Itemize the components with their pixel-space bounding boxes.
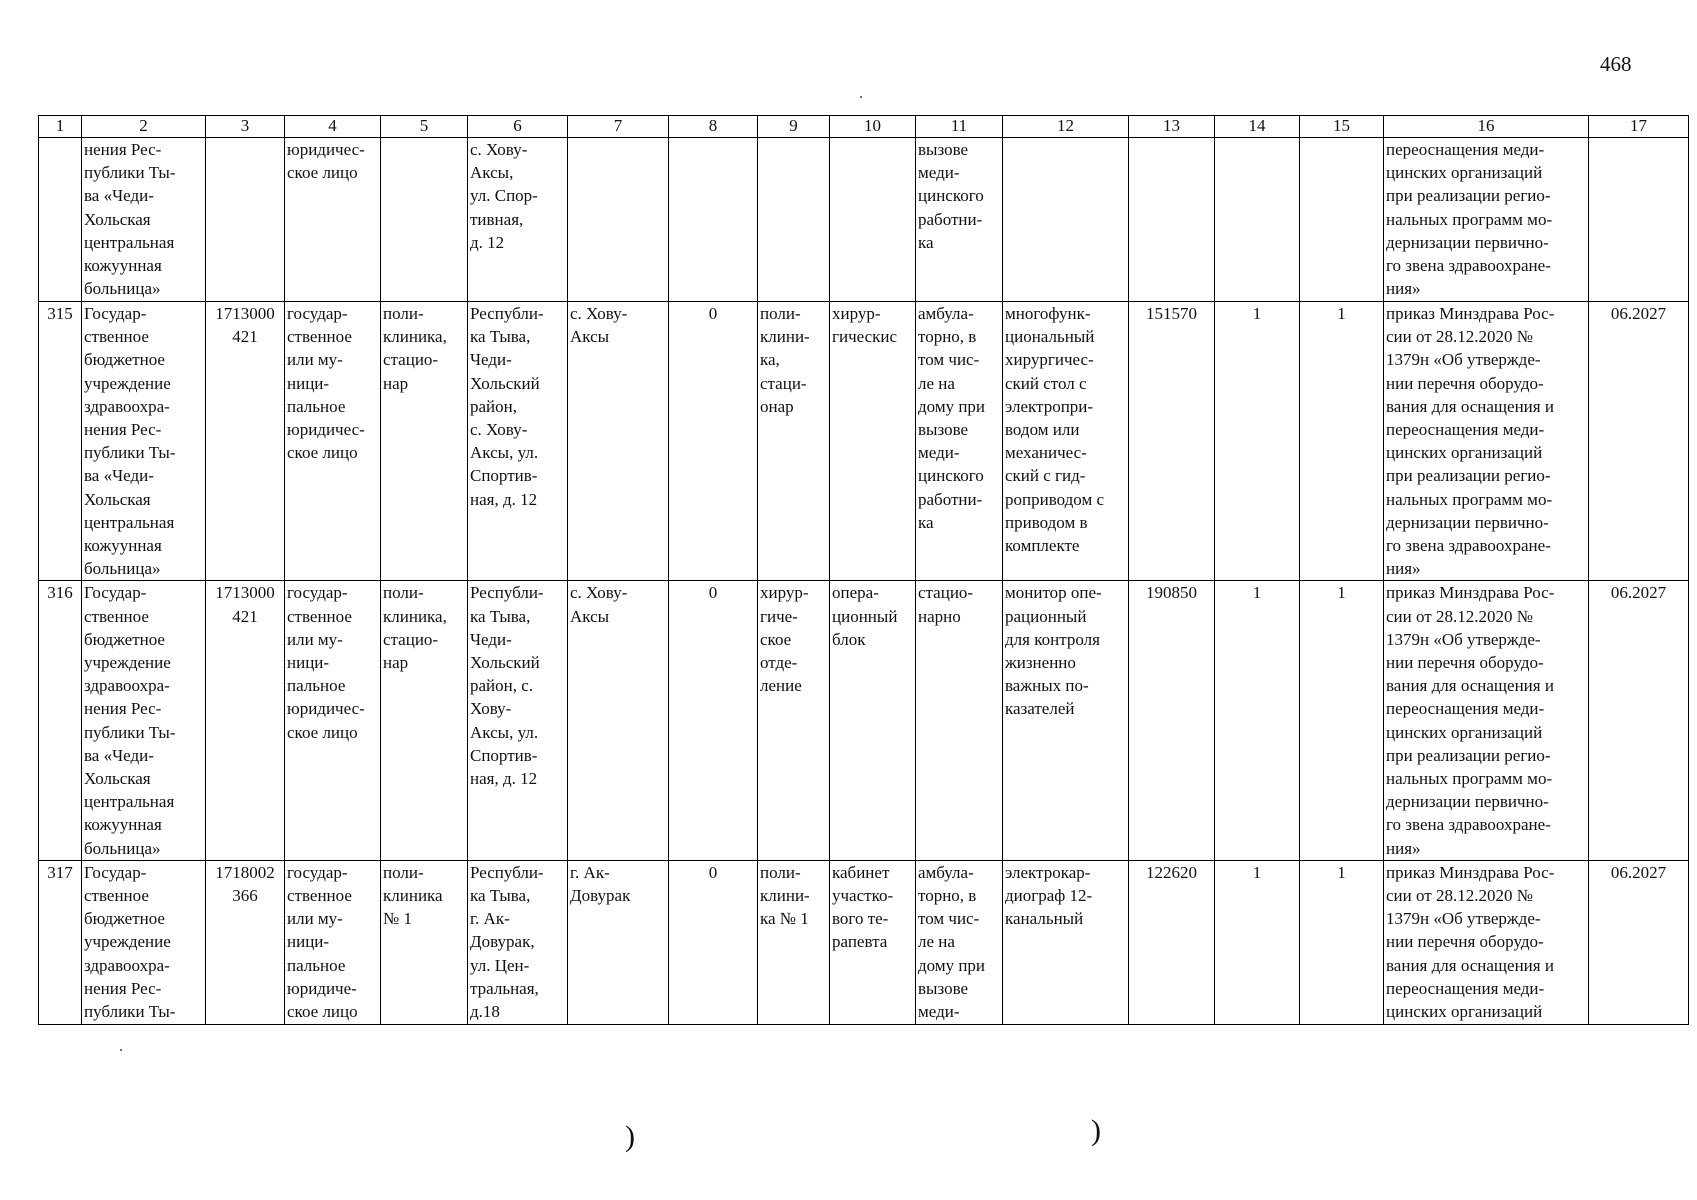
cell-settlement — [568, 138, 669, 302]
col-header-16: 16 — [1384, 116, 1589, 138]
cell-institution: Государ- ственное бюджетное учреждение здравоохра- нения Рес- публики Ты- ва «Чеди- Хольская центральная кожуунная больница» — [82, 581, 206, 860]
cell-room: опера- ционный блок — [830, 581, 916, 860]
cell-col15: 1 — [1300, 860, 1384, 1024]
cell-col15: 1 — [1300, 302, 1384, 581]
cell-col14 — [1215, 138, 1300, 302]
cell-unit-type: поли- клиника № 1 — [381, 860, 468, 1024]
page-number: 468 — [1600, 52, 1632, 76]
cell-legal-form: государ- ственное или му- ници- пальное юридиче- ское лицо — [285, 860, 381, 1024]
cell-code: 1713000 421 — [206, 581, 285, 860]
cell-department: поли- клини- ка № 1 — [758, 860, 830, 1024]
cell-index: 315 — [39, 302, 82, 581]
cell-code — [206, 138, 285, 302]
col-header-11: 11 — [916, 116, 1003, 138]
cell-col15 — [1300, 138, 1384, 302]
cell-address: Республи- ка Тыва, Чеди- Хольский район, с. Хову- Аксы, ул. Спортив- ная, д. 12 — [468, 581, 568, 860]
cell-department: хирур- гиче- ское отде- ление — [758, 581, 830, 860]
cell-institution: Государ- ственное бюджетное учреждение здравоохра- нения Рес- публики Ты- — [82, 860, 206, 1024]
cell-regulation: приказ Минздрава Рос- сии от 28.12.2020 № 1379н «Об утвержде- нии перечня оборудо- вания для оснащения и переоснащения меди- цинских организаций — [1384, 860, 1589, 1024]
cell-col8: 0 — [669, 581, 758, 860]
scan-mark: ) — [1091, 1114, 1101, 1147]
cell-equipment — [1003, 138, 1129, 302]
cell-date: 06.2027 — [1589, 302, 1689, 581]
cell-equipment: монитор опе- рационный для контроля жизненно важных по- казателей — [1003, 581, 1129, 860]
cell-unit-type: поли- клиника, стацио- нар — [381, 302, 468, 581]
col-header-12: 12 — [1003, 116, 1129, 138]
cell-code-13: 122620 — [1129, 860, 1215, 1024]
cell-regulation: переоснащения меди- цинских организаций при реализации регио- нальных программ мо- дернизации первично- го звена здравоохране- ния» — [1384, 138, 1589, 302]
col-header-5: 5 — [381, 116, 468, 138]
cell-code: 1718002 366 — [206, 860, 285, 1024]
cell-address: Республи- ка Тыва, г. Ак- Довурак, ул. Цен- тральная, д.18 — [468, 860, 568, 1024]
cell-care-mode: вызове меди- цинского работни- ка — [916, 138, 1003, 302]
table-row — [39, 302, 1689, 581]
cell-settlement: с. Хову- Аксы — [568, 581, 669, 860]
col-header-3: 3 — [206, 116, 285, 138]
cell-institution: Государ- ственное бюджетное учреждение здравоохра- нения Рес- публики Ты- ва «Чеди- Хольская центральная кожуунная больница» — [82, 302, 206, 581]
col-header-10: 10 — [830, 116, 916, 138]
cell-institution: нения Рес- публики Ты- ва «Чеди- Хольская центральная кожуунная больница» — [82, 138, 206, 302]
cell-legal-form: государ- ственное или му- ници- пальное юридичес- ское лицо — [285, 581, 381, 860]
cell-index: 316 — [39, 581, 82, 860]
col-header-4: 4 — [285, 116, 381, 138]
cell-date: 06.2027 — [1589, 581, 1689, 860]
scan-mark: ) — [625, 1120, 635, 1153]
cell-settlement: г. Ак- Довурак — [568, 860, 669, 1024]
col-header-17: 17 — [1589, 116, 1689, 138]
cell-unit-type — [381, 138, 468, 302]
cell-unit-type: поли- клиника, стацио- нар — [381, 581, 468, 860]
cell-code-13: 190850 — [1129, 581, 1215, 860]
cell-legal-form: юридичес- ское лицо — [285, 138, 381, 302]
equipment-table — [38, 115, 1689, 1025]
cell-code-13 — [1129, 138, 1215, 302]
cell-address: с. Хову- Аксы, ул. Спор- тивная, д. 12 — [468, 138, 568, 302]
cell-code: 1713000 421 — [206, 302, 285, 581]
cell-legal-form: государ- ственное или му- ници- пальное юридичес- ское лицо — [285, 302, 381, 581]
cell-col15: 1 — [1300, 581, 1384, 860]
scan-dot — [860, 96, 862, 98]
cell-index — [39, 138, 82, 302]
table-row — [39, 138, 1689, 302]
col-header-13: 13 — [1129, 116, 1215, 138]
cell-col8 — [669, 138, 758, 302]
cell-date — [1589, 138, 1689, 302]
cell-col14: 1 — [1215, 302, 1300, 581]
cell-address: Республи- ка Тыва, Чеди- Хольский район, с. Хову- Аксы, ул. Спортив- ная, д. 12 — [468, 302, 568, 581]
table-row — [39, 860, 1689, 1024]
col-header-14: 14 — [1215, 116, 1300, 138]
cell-care-mode: амбула- торно, в том чис- ле на дому при вызове меди- цинского работни- ка — [916, 302, 1003, 581]
cell-room — [830, 138, 916, 302]
col-header-7: 7 — [568, 116, 669, 138]
cell-regulation: приказ Минздрава Рос- сии от 28.12.2020 № 1379н «Об утвержде- нии перечня оборудо- вания для оснащения и переоснащения меди- цинских организаций при реализации регио- нальных программ мо- дернизации первично- го звена здравоохране- ния» — [1384, 302, 1589, 581]
cell-equipment: электрокар- диограф 12- канальный — [1003, 860, 1129, 1024]
col-header-9: 9 — [758, 116, 830, 138]
cell-col8: 0 — [669, 860, 758, 1024]
cell-department: поли- клини- ка, стаци- онар — [758, 302, 830, 581]
cell-date: 06.2027 — [1589, 860, 1689, 1024]
cell-code-13: 151570 — [1129, 302, 1215, 581]
cell-settlement: с. Хову- Аксы — [568, 302, 669, 581]
col-header-2: 2 — [82, 116, 206, 138]
cell-care-mode: амбула- торно, в том чис- ле на дому при вызове меди- — [916, 860, 1003, 1024]
header-row — [39, 116, 1689, 138]
cell-department — [758, 138, 830, 302]
scan-dot — [120, 1049, 122, 1051]
col-header-1: 1 — [39, 116, 82, 138]
cell-col8: 0 — [669, 302, 758, 581]
col-header-8: 8 — [669, 116, 758, 138]
cell-equipment: многофунк- циональный хирургичес- ский стол с электропри- водом или механичес- ский с гид- роприводом с приводом в комплекте — [1003, 302, 1129, 581]
col-header-6: 6 — [468, 116, 568, 138]
col-header-15: 15 — [1300, 116, 1384, 138]
cell-col14: 1 — [1215, 860, 1300, 1024]
cell-regulation: приказ Минздрава Рос- сии от 28.12.2020 № 1379н «Об утвержде- нии перечня оборудо- вания для оснащения и переоснащения меди- цинских организаций при реализации регио- нальных программ мо- дернизации первично- го звена здравоохране- ния» — [1384, 581, 1589, 860]
cell-col14: 1 — [1215, 581, 1300, 860]
cell-index: 317 — [39, 860, 82, 1024]
table-row — [39, 581, 1689, 860]
cell-room: кабинет участко- вого те- рапевта — [830, 860, 916, 1024]
cell-care-mode: стацио- нарно — [916, 581, 1003, 860]
cell-room: хирур- гическис — [830, 302, 916, 581]
